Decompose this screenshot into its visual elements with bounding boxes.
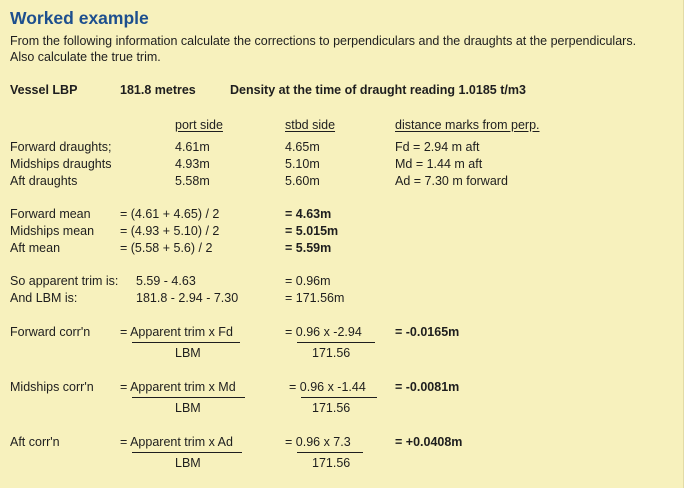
correction-result: = -0.0165m xyxy=(395,325,460,339)
correction-calc-numerator: = 0.96 x -2.94 xyxy=(285,325,362,339)
correction-result: = -0.0081m xyxy=(395,380,460,394)
correction-label: Midships corr'n xyxy=(10,380,94,394)
mean-label: Aft mean xyxy=(10,241,61,255)
mean-result: = 5.015m xyxy=(285,224,339,238)
fraction-bar xyxy=(297,452,363,453)
draught-row-label: Midships draughts xyxy=(10,157,112,171)
fraction-bar xyxy=(132,342,240,343)
correction-calc-numerator: = 0.96 x 7.3 xyxy=(285,435,351,449)
lbm-expression: 181.8 - 2.94 - 7.30 xyxy=(136,291,239,305)
mean-label: Midships mean xyxy=(10,224,95,238)
fraction-bar xyxy=(132,397,245,398)
mean-expression: = (5.58 + 5.6) / 2 xyxy=(120,241,213,255)
mean-expression: = (4.93 + 5.10) / 2 xyxy=(120,224,220,238)
mean-expression: = (4.61 + 4.65) / 2 xyxy=(120,207,220,221)
mean-label: Forward mean xyxy=(10,207,91,221)
correction-formula-numerator: = Apparent trim x Fd xyxy=(120,325,233,339)
correction-result: = +0.0408m xyxy=(395,435,463,449)
draught-distance: Ad = 7.30 m forward xyxy=(395,174,508,188)
lbm-label: And LBM is: xyxy=(10,291,78,305)
correction-label: Forward corr'n xyxy=(10,325,91,339)
correction-formula-denominator: LBM xyxy=(175,346,201,360)
draught-stbd: 4.65m xyxy=(285,140,320,154)
vessel-lbp-value: 181.8 metres xyxy=(120,83,196,97)
draught-distance: Md = 1.44 m aft xyxy=(395,157,483,171)
fraction-bar xyxy=(132,452,242,453)
draught-row-label: Forward draughts; xyxy=(10,140,112,154)
correction-calc-denominator: 171.56 xyxy=(312,401,351,415)
draught-distance: Fd = 2.94 m aft xyxy=(395,140,480,154)
apparent-trim-result: = 0.96m xyxy=(285,274,331,288)
vessel-lbp-label: Vessel LBP xyxy=(10,83,78,97)
draught-stbd: 5.10m xyxy=(285,157,320,171)
draught-stbd: 5.60m xyxy=(285,174,320,188)
apparent-trim-label: So apparent trim is: xyxy=(10,274,119,288)
draught-row-label: Aft draughts xyxy=(10,174,78,188)
header-stbd-side: stbd side xyxy=(285,118,336,132)
page-title: Worked example xyxy=(10,8,149,28)
correction-formula-denominator: LBM xyxy=(175,401,201,415)
draught-port: 4.61m xyxy=(175,140,210,154)
mean-result: = 5.59m xyxy=(285,241,332,255)
lbm-result: = 171.56m xyxy=(285,291,345,305)
correction-calc-denominator: 171.56 xyxy=(312,346,351,360)
apparent-trim-expression: 5.59 - 4.63 xyxy=(136,274,196,288)
correction-formula-numerator: = Apparent trim x Md xyxy=(120,380,236,394)
density-text: Density at the time of draught reading 1.0185 t/m3 xyxy=(230,83,526,97)
mean-result: = 4.63m xyxy=(285,207,332,221)
draught-port: 4.93m xyxy=(175,157,210,171)
fraction-bar xyxy=(301,397,377,398)
header-port-side: port side xyxy=(175,118,223,132)
correction-calc-denominator: 171.56 xyxy=(312,456,351,470)
correction-formula-denominator: LBM xyxy=(175,456,201,470)
intro-line-1: From the following information calculate the corrections to perpendiculars and the draughts at the perpendiculars. xyxy=(10,34,637,48)
header-distance-marks: distance marks from perp. xyxy=(395,118,540,132)
correction-calc-numerator: = 0.96 x -1.44 xyxy=(289,380,366,394)
intro-line-2: Also calculate the true trim. xyxy=(10,50,161,64)
draught-port: 5.58m xyxy=(175,174,210,188)
fraction-bar xyxy=(297,342,375,343)
correction-formula-numerator: = Apparent trim x Ad xyxy=(120,435,233,449)
correction-label: Aft corr'n xyxy=(10,435,60,449)
